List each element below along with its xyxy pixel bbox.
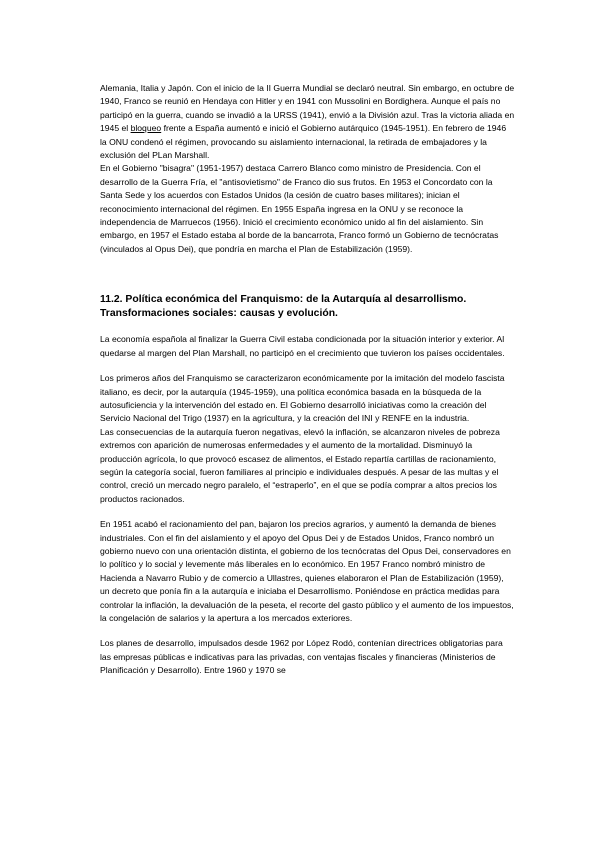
underlined-term: bloqueo xyxy=(130,123,162,134)
paragraph-spacer xyxy=(100,625,515,637)
paragraph-text: Los primeros años del Franquismo se caracterizaron económicamente por la imitación del modelo fascista italiano, es decir, por la autarquía (1945-1959), una política económica basada en la búsqueda de la autosuficiencia y la intervención del estado en. El Gobierno desarrolló iniciativas como la creación del Servicio Nacional del Trigo (1937) en la agricultura, y la creación del INI y RENFE en la industria. xyxy=(100,373,505,424)
paragraph-text: Alemania, Italia y Japón. Con el inicio de la II Guerra Mundial se declaró neutral. Sin embargo, en octubre de 1940, Franco se reunió en Hendaya con Hitler y en 1941 con Mussolini en Bordighera. Aunque el país no participó en la guerra, cuando se invadió a la URSS (1941), envió a la División azul. Tras la victoria aliada en 1945 el xyxy=(100,83,515,134)
body-paragraph xyxy=(100,637,515,677)
paragraph-spacer xyxy=(100,360,515,372)
document-body xyxy=(100,82,515,678)
paragraph-spacer xyxy=(100,506,515,518)
section-heading: 11.2. Política económica del Franquismo: de la Autarquía al desarrollismo. Transformaciones sociales: causas y evolución. xyxy=(100,294,467,320)
paragraph-text: frente a España aumentó e inició el Gobierno autárquico (1945-1951). En febrero de 1946 la ONU condenó el régimen, provocando su aislamiento internacional, la retirada de embajadores y la exclusión del PLan Marshall. xyxy=(100,123,507,161)
paragraph-text: En el Gobierno "bisagra" (1951-1957) destaca Carrero Blanco como ministro de Presidencia. Con el desarrollo de la Guerra Fría, el "antisovietismo" de Franco dio sus frutos. En 1953 el Concordato con la Santa Sede y los acuerdos con Estados Unidos (la cesión de cuatro bases militares); inician el reconocimiento internacional del régimen. En 1955 España ingresa en la ONU y se reconoce la independencia de Marruecos (1956). Inició el crecimiento económico unido al fin del aislamiento. Sin embargo, en 1957 el Estado estaba al borde de la bancarrota, Franco formó un Gobierno de tecnócratas (vinculados al Opus Dei), que pondría en marcha el Plan de Estabilización (1959). xyxy=(100,163,499,254)
paragraph-text: Los planes de desarrollo, impulsados desde 1962 por López Rodó, contenían directrices obligatorias para las empresas públicas e indicativas para las privadas, con ventajas fiscales y financieras (Ministerios de Planificación y Desarrollo). Entre 1960 y 1970 se xyxy=(100,638,503,676)
body-paragraph xyxy=(100,162,515,256)
paragraph-text: Las consecuencias de la autarquía fueron negativas, elevó la inflación, se alcanzaron niveles de pobreza extremos con aparición de numerosas enfermedades y el aumento de la mortalidad. Disminuyó la producción agrícola, lo que provocó escasez de alimentos, el Estado repartía cartillas de racionamiento, según la categoría social, fueron familiares al principio e individuales después. A pesar de las multas y el control, creció un mercado negro paralelo, el “estraperlo”, en el que se podía comprar a altos precios los productos racionados. xyxy=(100,426,500,504)
body-paragraph xyxy=(100,82,515,162)
paragraph-text: En 1951 acabó el racionamiento del pan, bajaron los precios agrarios, y aumentó la demanda de bienes industriales. Con el fin del aislamiento y el apoyo del Opus Dei y de Estados Unidos, Franco nombró un gobierno nuevo con una orientación distinta, el gobierno de los tecnócratas del Opus Dei, conservadores en lo político y lo social y levemente más liberales en lo económico. En 1957 Franco nombró ministro de Hacienda a Navarro Rubio y de comercio a Ullastres, quienes elaboraron el Plan de Estabilización (1959), un decreto que ponía fin a la autarquía e iniciaba el Desarrollismo. Poniéndose en práctica medidas para controlar la inflación, la devaluación de la peseta, el recorte del gasto público y el aumento de los impuestos, la congelación de salarios y la apertura a los mercados exteriores. xyxy=(100,519,514,623)
paragraph-spacer xyxy=(100,321,515,333)
paragraph-spacer xyxy=(100,256,515,293)
body-paragraph xyxy=(100,372,515,426)
body-paragraph xyxy=(100,426,515,506)
body-paragraph xyxy=(100,333,515,360)
paragraph-text: La economía española al finalizar la Guerra Civil estaba condicionada por la situación interior y exterior. Al quedarse al margen del Plan Marshall, no participó en el crecimiento que tuvieron los países occidentales. xyxy=(100,334,505,358)
body-paragraph xyxy=(100,518,515,625)
